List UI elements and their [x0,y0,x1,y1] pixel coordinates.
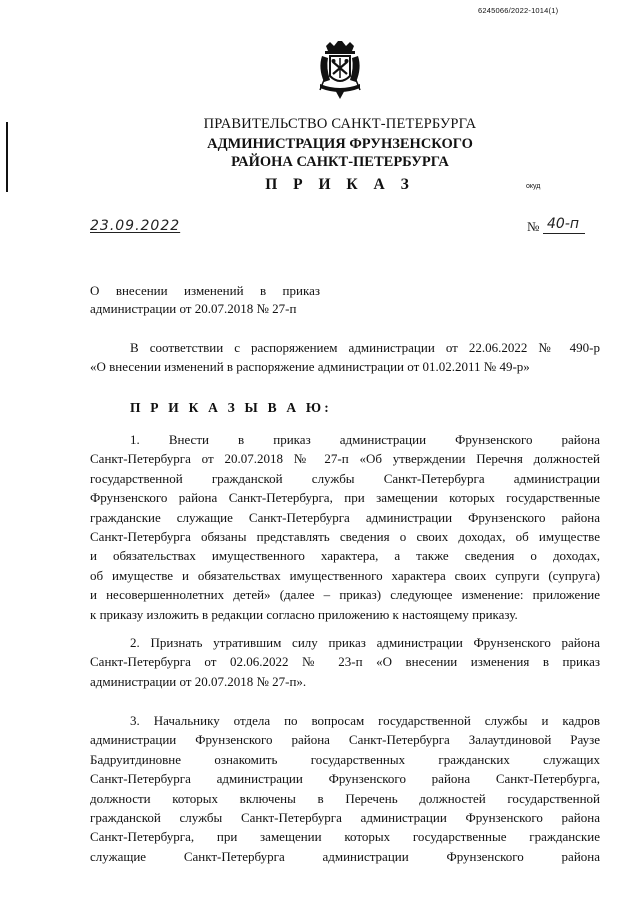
document-type-title: П Р И К А З [265,176,415,193]
paragraph-line: и обязательствах имущественного характера, а также сведения о доходах, [90,548,600,564]
paragraph-line: об имуществе и обязательствах имущественного характера своих супруги (супруга) [90,567,600,583]
paragraph-line: Фрунзенского района Санкт-Петербурга, при замещении которых государственные [90,490,600,506]
coat-of-arms-emblem [316,40,364,100]
paragraph-line: 1. Внести в приказ администрации Фрунзенского района [130,432,600,447]
point-3-paragraph [90,711,600,866]
handwritten-number: 40-п [543,216,585,234]
number-label: № [527,219,540,234]
document-number: 6245066/2022-1014(1) [478,6,559,15]
point-2-paragraph [90,633,600,691]
paragraph-line: гражданской службы Санкт-Петербурга администрации Фрунзенского района [90,810,600,826]
paragraph-line: к приказу изложить в редакции согласно приложению к настоящему приказу. [90,606,518,622]
administration-title-line2: РАЙОНА САНКТ-ПЕТЕРБУРГА [231,154,449,170]
paragraph-line: Санкт-Петербурга от 02.06.2022 № 23-п «О внесении изменения в приказ [90,654,600,670]
paragraph-line: Бадруитдиновне ознакомить государственных гражданских служащих [90,751,600,767]
paragraph-line: государственной гражданской службы Санкт-Петербурга администрации [90,470,600,486]
paragraph-line: администрации от 20.07.2018 № 27-п». [90,673,307,689]
okud-label: окуд [526,183,541,190]
paragraph-line: служащие Санкт-Петербурга администрации Фрунзенского района [90,848,600,864]
government-title: ПРАВИТЕЛЬСТВО САНКТ-ПЕТЕРБУРГА [203,116,477,132]
paragraph-line: должности которых включены в Перечень должностей государственной [90,790,600,806]
intro-paragraph [90,338,600,377]
paragraph-line: Санкт-Петербурга от 20.07.2018 № 27-п «Об утверждении Перечня должностей [90,451,600,467]
paragraph-line: гражданские служащие Санкт-Петербурга администрации Фрунзенского района [90,509,600,525]
paragraph-line: В соответствии с распоряжением администрации от 22.06.2022 № 490-р [130,340,600,355]
subject-line: О внесении изменений в приказ [90,283,320,298]
order-subject [90,282,320,318]
handwritten-date: 23.09.2022 [90,218,181,234]
paragraph-line: и несовершеннолетних детей» (далее – приказ) следующее изменение: приложение [90,587,600,603]
paragraph-line: Санкт-Петербурга администрации Фрунзенского района Санкт-Петербурга, [90,771,600,787]
subject-line: администрации от 20.07.2018 № 27-п [90,301,297,316]
paragraph-line: «О внесении изменений в распоряжение администрации от 01.02.2011 № 49-р» [90,359,530,375]
paragraph-line: Санкт-Петербурга, при замещении которых государственные гражданские [90,829,600,845]
paragraph-line: 2. Признать утратившим силу приказ администрации Фрунзенского района [130,635,600,650]
administration-title-line1: АДМИНИСТРАЦИЯ ФРУНЗЕНСКОГО [207,136,473,152]
order-word: П Р И К А З Ы В А Ю: [130,400,332,415]
paragraph-line: администрации Фрунзенского района Санкт-Петербурга Залаутдиновой Раузе [90,732,600,748]
point-1-paragraph [90,430,600,624]
paragraph-line: 3. Начальнику отдела по вопросам государственной службы и кадров [130,713,600,728]
paragraph-line: Санкт-Петербурга обязаны представлять сведения о своих доходах, об имуществе [90,529,600,545]
